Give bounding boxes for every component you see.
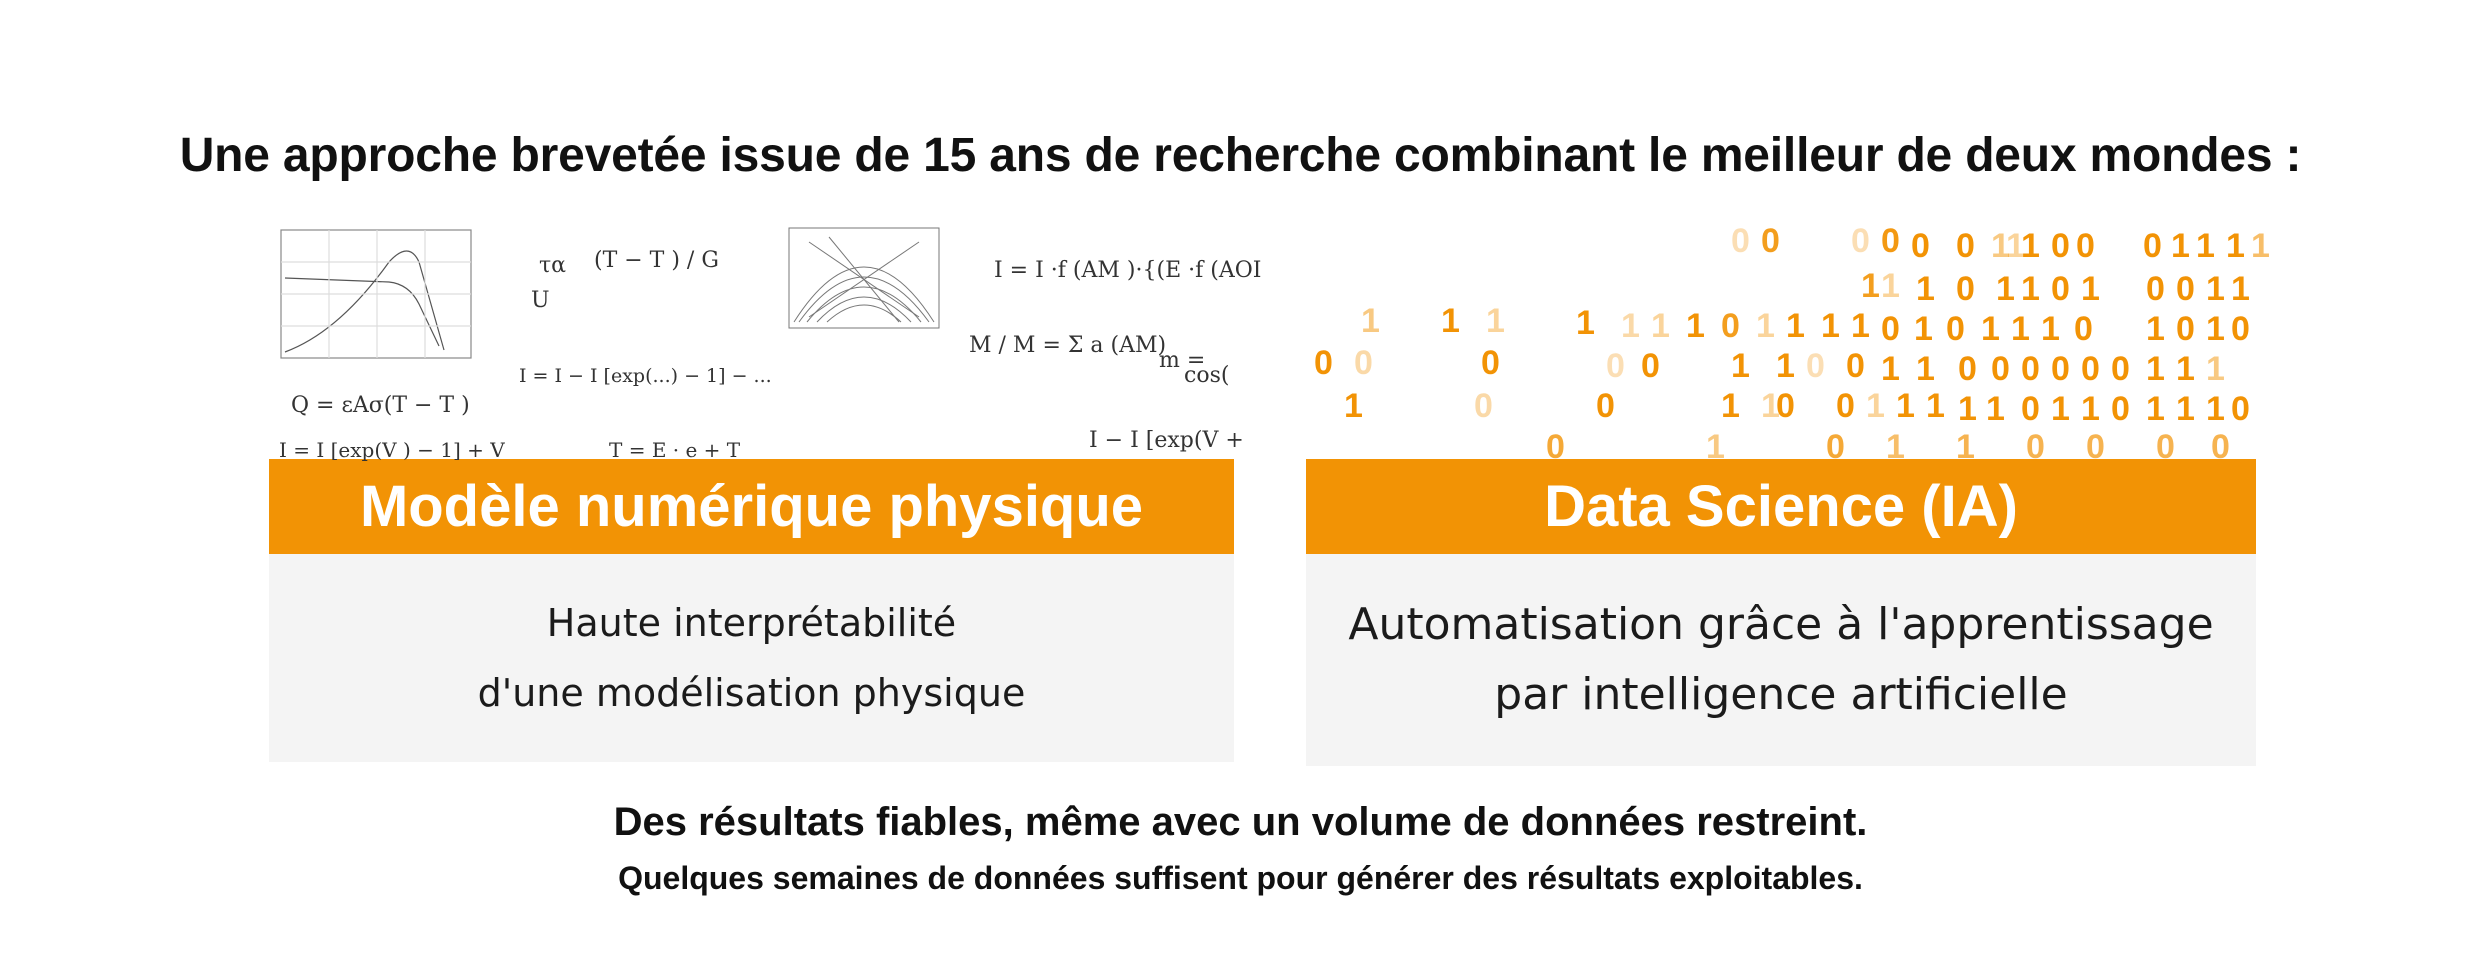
svg-text:1: 1 bbox=[2021, 270, 2040, 308]
svg-text:1: 1 bbox=[2081, 270, 2100, 308]
svg-text:0: 0 bbox=[2156, 428, 2175, 466]
svg-text:0: 0 bbox=[1956, 270, 1975, 308]
svg-text:0: 0 bbox=[2231, 390, 2250, 428]
svg-text:1: 1 bbox=[1756, 307, 1775, 345]
data-science-card bbox=[1306, 222, 2270, 766]
svg-text:1: 1 bbox=[1916, 350, 1935, 388]
svg-text:1: 1 bbox=[1866, 387, 1885, 425]
svg-text:0: 0 bbox=[2146, 270, 2165, 308]
physics-model-title: Modèle numérique physique bbox=[269, 459, 1234, 554]
svg-text:0: 0 bbox=[1354, 344, 1373, 382]
svg-text:0: 0 bbox=[1806, 347, 1825, 385]
svg-text:0: 0 bbox=[2021, 390, 2040, 428]
physics-equations-illustration bbox=[269, 222, 1262, 462]
svg-text:1: 1 bbox=[1441, 302, 1460, 340]
svg-text:0: 0 bbox=[1721, 307, 1740, 345]
svg-text:0: 0 bbox=[2021, 350, 2040, 388]
svg-text:1: 1 bbox=[1916, 270, 1935, 308]
svg-text:1: 1 bbox=[1981, 310, 2000, 348]
svg-text:1: 1 bbox=[2006, 227, 2025, 265]
svg-text:1: 1 bbox=[2176, 390, 2195, 428]
svg-text:1: 1 bbox=[1958, 390, 1977, 428]
svg-text:1: 1 bbox=[1881, 267, 1900, 305]
svg-text:0: 0 bbox=[2051, 350, 2070, 388]
svg-text:1: 1 bbox=[1721, 387, 1740, 425]
svg-text:1: 1 bbox=[1486, 302, 1505, 340]
svg-text:0: 0 bbox=[1911, 227, 1930, 265]
svg-text:0: 0 bbox=[2086, 428, 2105, 466]
svg-text:0: 0 bbox=[2231, 310, 2250, 348]
svg-text:1: 1 bbox=[1896, 387, 1915, 425]
svg-text:1: 1 bbox=[1996, 270, 2015, 308]
svg-text:1: 1 bbox=[1991, 227, 2010, 265]
footer-sub-text: Quelques semaines de données suffisent pour générer des résultats exploitables. bbox=[618, 860, 1863, 896]
svg-text:0: 0 bbox=[1991, 350, 2010, 388]
svg-text:0: 0 bbox=[1314, 344, 1333, 382]
svg-text:1: 1 bbox=[2171, 227, 2190, 265]
svg-text:1: 1 bbox=[1926, 387, 1945, 425]
svg-text:1: 1 bbox=[2206, 270, 2225, 308]
svg-text:1: 1 bbox=[2196, 227, 2215, 265]
svg-text:0: 0 bbox=[1474, 387, 1493, 425]
svg-text:0: 0 bbox=[2076, 227, 2095, 265]
svg-text:T = E · e + T: T = E · e + T bbox=[609, 438, 741, 462]
svg-text:1: 1 bbox=[2226, 227, 2245, 265]
svg-text:0: 0 bbox=[1596, 387, 1615, 425]
svg-text:1: 1 bbox=[1886, 428, 1905, 466]
svg-text:0: 0 bbox=[1481, 344, 1500, 382]
svg-text:0: 0 bbox=[1826, 428, 1845, 466]
svg-text:1: 1 bbox=[1914, 310, 1933, 348]
svg-text:0: 0 bbox=[1881, 310, 1900, 348]
svg-text:1: 1 bbox=[2206, 310, 2225, 348]
svg-text:0: 0 bbox=[2143, 227, 2162, 265]
footer-main-text: Des résultats fiables, même avec un volume de données restreint. bbox=[613, 800, 1868, 844]
svg-text:1: 1 bbox=[2021, 227, 2040, 265]
binary-code-illustration bbox=[1306, 222, 2270, 466]
svg-text:1: 1 bbox=[2231, 270, 2250, 308]
svg-text:0: 0 bbox=[2211, 428, 2230, 466]
svg-text:0: 0 bbox=[1641, 347, 1660, 385]
svg-text:1: 1 bbox=[1851, 307, 1870, 345]
svg-text:1: 1 bbox=[2206, 350, 2225, 388]
svg-text:1: 1 bbox=[1731, 347, 1750, 385]
physics-model-card bbox=[269, 222, 1262, 762]
svg-text:1: 1 bbox=[1706, 428, 1725, 466]
svg-text:1: 1 bbox=[1576, 304, 1595, 342]
svg-text:1: 1 bbox=[2051, 390, 2070, 428]
svg-text:m =: m = bbox=[1159, 348, 1206, 373]
svg-text:1: 1 bbox=[1761, 387, 1780, 425]
svg-text:1: 1 bbox=[1344, 387, 1363, 425]
svg-text:I = I ·f (AM )·{(E ·f (AOI: I = I ·f (AM )·{(E ·f (AOI bbox=[994, 258, 1262, 283]
svg-text:cos(: cos( bbox=[1184, 363, 1230, 388]
svg-text:1: 1 bbox=[2176, 350, 2195, 388]
svg-text:0: 0 bbox=[2176, 310, 2195, 348]
svg-text:1: 1 bbox=[2146, 390, 2165, 428]
svg-text:0: 0 bbox=[1958, 350, 1977, 388]
svg-text:0: 0 bbox=[1776, 387, 1795, 425]
svg-text:U: U bbox=[531, 288, 550, 313]
svg-text:0: 0 bbox=[1836, 387, 1855, 425]
data-science-line-2: par intelligence artificielle bbox=[1494, 669, 2068, 720]
svg-text:1: 1 bbox=[1651, 307, 1670, 345]
svg-text:0: 0 bbox=[1946, 310, 1965, 348]
svg-text:0: 0 bbox=[2051, 270, 2070, 308]
svg-text:1: 1 bbox=[2251, 227, 2270, 265]
svg-text:1: 1 bbox=[1821, 307, 1840, 345]
svg-text:0: 0 bbox=[2111, 390, 2130, 428]
physics-model-line-1: Haute interprétabilité bbox=[546, 601, 957, 645]
svg-text:0: 0 bbox=[2176, 270, 2195, 308]
svg-text:1: 1 bbox=[2081, 390, 2100, 428]
data-science-title: Data Science (IA) bbox=[1306, 459, 2256, 554]
svg-text:M / M = Σ a (AM): M / M = Σ a (AM) bbox=[969, 333, 1167, 358]
headline: Une approche brevetée issue de 15 ans de recherche combinant le meilleur de deux mondes : bbox=[179, 129, 2302, 182]
svg-text:1: 1 bbox=[2206, 390, 2225, 428]
svg-text:0: 0 bbox=[1731, 222, 1750, 260]
svg-text:1: 1 bbox=[1986, 390, 2005, 428]
svg-text:1: 1 bbox=[2146, 350, 2165, 388]
svg-text:I = I [exp(V ) − 1] + V: I = I [exp(V ) − 1] + V bbox=[279, 438, 505, 462]
data-science-line-1: Automatisation grâce à l'apprentissage bbox=[1348, 599, 2214, 650]
data-science-description bbox=[1306, 554, 2256, 766]
svg-text:0: 0 bbox=[1546, 428, 1565, 466]
svg-text:0: 0 bbox=[1761, 222, 1780, 260]
svg-text:0: 0 bbox=[1881, 222, 1900, 260]
svg-text:0: 0 bbox=[2074, 310, 2093, 348]
svg-text:(T − T ) / G: (T − T ) / G bbox=[594, 248, 719, 273]
binary-code-image bbox=[1306, 222, 2270, 466]
svg-text:1: 1 bbox=[1621, 307, 1640, 345]
svg-text:Q = εAσ(T − T ): Q = εAσ(T − T ) bbox=[291, 393, 470, 418]
svg-text:1: 1 bbox=[1786, 307, 1805, 345]
svg-text:1: 1 bbox=[1776, 347, 1795, 385]
physics-model-line-2: d'une modélisation physique bbox=[477, 671, 1026, 715]
svg-text:τα: τα bbox=[539, 253, 567, 278]
svg-text:1: 1 bbox=[2041, 310, 2060, 348]
svg-text:I = I − I [exp(...) − 1] − ...: I = I − I [exp(...) − 1] − ... bbox=[519, 365, 772, 387]
svg-text:0: 0 bbox=[1606, 347, 1625, 385]
physics-equations-image bbox=[269, 222, 1262, 462]
svg-text:1: 1 bbox=[1686, 307, 1705, 345]
svg-text:0: 0 bbox=[2111, 350, 2130, 388]
svg-text:0: 0 bbox=[2081, 350, 2100, 388]
svg-text:0: 0 bbox=[1846, 347, 1865, 385]
svg-text:1: 1 bbox=[2146, 310, 2165, 348]
svg-text:0: 0 bbox=[2051, 227, 2070, 265]
svg-text:1: 1 bbox=[1361, 302, 1380, 340]
svg-text:I − I [exp(V +: I − I [exp(V + bbox=[1089, 428, 1244, 453]
svg-text:0: 0 bbox=[2026, 428, 2045, 466]
svg-text:1: 1 bbox=[1956, 428, 1975, 466]
svg-text:0: 0 bbox=[1851, 222, 1870, 260]
svg-text:1: 1 bbox=[1881, 350, 1900, 388]
svg-text:0: 0 bbox=[1956, 227, 1975, 265]
svg-text:1: 1 bbox=[2011, 310, 2030, 348]
physics-model-description bbox=[269, 554, 1234, 762]
svg-text:1: 1 bbox=[1861, 267, 1880, 305]
